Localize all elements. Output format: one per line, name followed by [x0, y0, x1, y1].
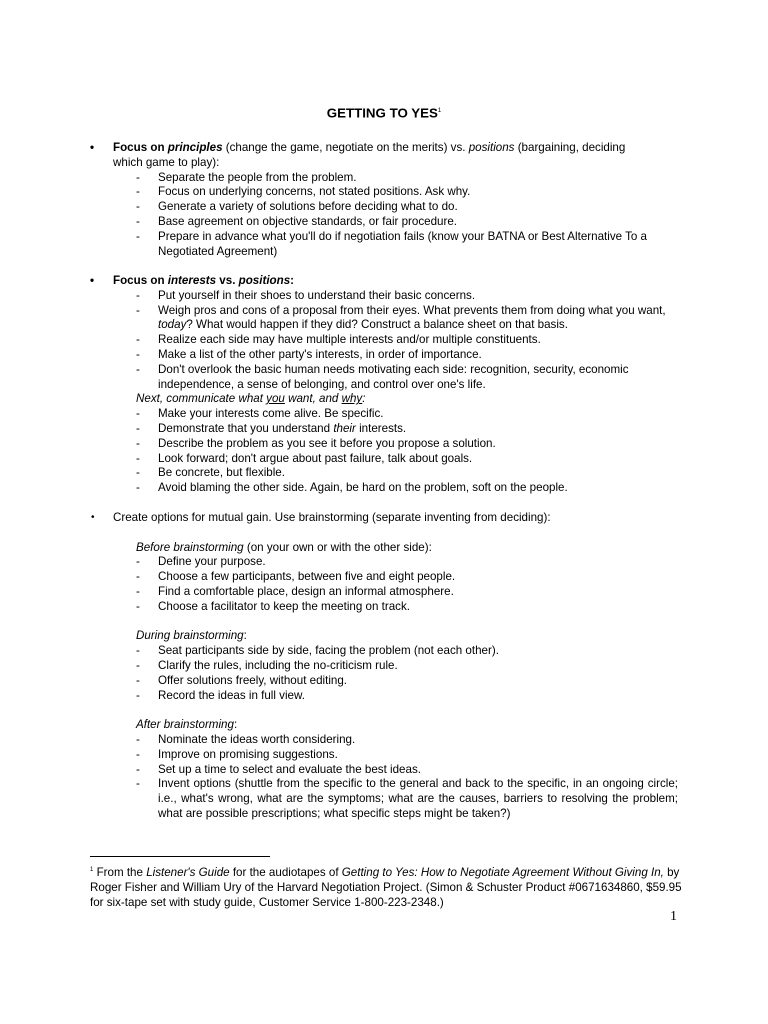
list-item: - Make a list of the other party's interests, in order of importance. — [136, 347, 482, 361]
list-item: - Realize each side may have multiple interests and/or multiple constituents. — [136, 333, 541, 347]
list-item: - Put yourself in their shoes to understand their basic concerns. — [136, 288, 476, 302]
list-item: - Describe the problem as you see it before you propose a solution. — [136, 436, 496, 450]
list-item: - Don't overlook the basic human needs motivating each side: recognition, security, economic independence, a sense of belonging, and control over one's life. — [136, 362, 629, 391]
footnote-divider — [90, 856, 270, 857]
title-text: GETTING TO YES — [326, 105, 438, 121]
list-item: - Be concrete, but flexible. — [136, 466, 285, 480]
lead-bold-italic: interests — [167, 274, 217, 287]
list-item: - Choose a facilitator to keep the meeting on track. — [136, 599, 410, 613]
subheading-after: After brainstorming: — [136, 718, 238, 732]
section-lead — [90, 511, 690, 526]
subheading: Next, communicate what you want, and why: — [136, 392, 366, 406]
list-item: - Find a comfortable place, design an informal atmosphere. — [136, 584, 454, 598]
list-item: - Generate a variety of solutions before deciding what to do. — [136, 200, 458, 214]
lead-bold-mid: vs. — [216, 274, 239, 287]
list-item: - Choose a few participants, between five and eight people. — [136, 570, 456, 584]
list-item: - Demonstrate that you understand their interests. — [136, 421, 407, 435]
during-list — [90, 644, 690, 703]
list-item: - Avoid blaming the other side. Again, be hard on the problem, soft on the people. — [136, 481, 568, 495]
section-lead — [90, 141, 690, 171]
principles-list — [90, 171, 690, 260]
subheading-during: During brainstorming: — [136, 629, 247, 643]
page-number: 1 — [670, 909, 677, 924]
bullet: • — [90, 141, 95, 154]
bullet: • — [90, 274, 95, 287]
list-item: - Offer solutions freely, without editing. — [136, 673, 348, 687]
interests-list — [90, 289, 690, 393]
lead-italic: positions — [468, 141, 515, 154]
bullet: • — [91, 512, 95, 523]
section-interests — [90, 274, 690, 496]
lead-bold-end: : — [290, 274, 295, 287]
communicate-list — [90, 407, 690, 496]
list-item: - Weigh pros and cons of a proposal from their eyes. What prevents them from doing what you want, today? What would happen if they did? Construct a balance sheet on that basis. — [136, 303, 666, 332]
list-item: - Focus on underlying concerns, not stated positions. Ask why. — [136, 185, 471, 199]
before-list — [90, 555, 690, 614]
lead-end: (bargaining, deciding — [514, 141, 626, 154]
page-title — [0, 104, 768, 121]
list-item: - Separate the people from the problem. — [136, 170, 357, 184]
subheading-before: Before brainstorming (on your own or with the other side): — [136, 540, 432, 554]
list-item: - Record the ideas in full view. — [136, 688, 305, 702]
section-lead — [90, 274, 690, 289]
lead-text: Create options for mutual gain. Use brainstorming (separate inventing from deciding): — [113, 511, 551, 524]
section-principles — [90, 141, 690, 259]
list-item: - Nominate the ideas worth considering. — [136, 732, 356, 746]
list-item: - Prepare in advance what you'll do if negotiation fails (know your BATNA or Best Alternative To a Negotiated Agreement) — [136, 229, 647, 258]
list-item: - Make your interests come alive. Be specific. — [136, 407, 384, 421]
lead-bold: Focus on — [113, 141, 168, 154]
title-footnote-marker: 1 — [437, 108, 442, 114]
list-item: - Define your purpose. — [136, 555, 266, 569]
list-item: - Invent options (shuttle from the specific to the general and back to the specific, in an ongoing circle; i.e., what's wrong, what are the symptoms; what are the causes, barriers to resolving the problem; what are possible prescriptions; what specific steps might be taken?) — [136, 777, 678, 820]
lead-mid: (change the game, negotiate on the merits) vs. — [222, 141, 469, 154]
list-item: - Improve on promising suggestions. — [136, 747, 338, 761]
lead-bold: Focus on — [113, 274, 168, 287]
list-item: - Clarify the rules, including the no-criticism rule. — [136, 658, 398, 672]
list-item: - Set up a time to select and evaluate the best ideas. — [136, 762, 421, 776]
lead-bold-italic: principles — [167, 141, 223, 154]
list-item: - Look forward; don't argue about past failure, talk about goals. — [136, 451, 473, 465]
section-options — [90, 511, 690, 822]
list-item: - Seat participants side by side, facing the problem (not each other). — [136, 644, 499, 658]
lead-line2: which game to play): — [113, 155, 220, 169]
footnote: $^1$ From the Listener's Guide for the audiotapes of Getting to Yes: How to Negotiate Agreement Without Giving In, by Roger Fisher and William Ury of the Harvard Negotiation Project. (Simon & Schuster Product #0671634860, $59.95 for six-tape set with study guide, Customer Service 1-800-223-2348.) — [90, 865, 682, 909]
lead-bold-italic: positions — [238, 274, 291, 287]
list-item: - Base agreement on objective standards, or fair procedure. — [136, 214, 458, 228]
after-list — [90, 733, 690, 822]
footnote-marker: 1 — [90, 867, 94, 873]
